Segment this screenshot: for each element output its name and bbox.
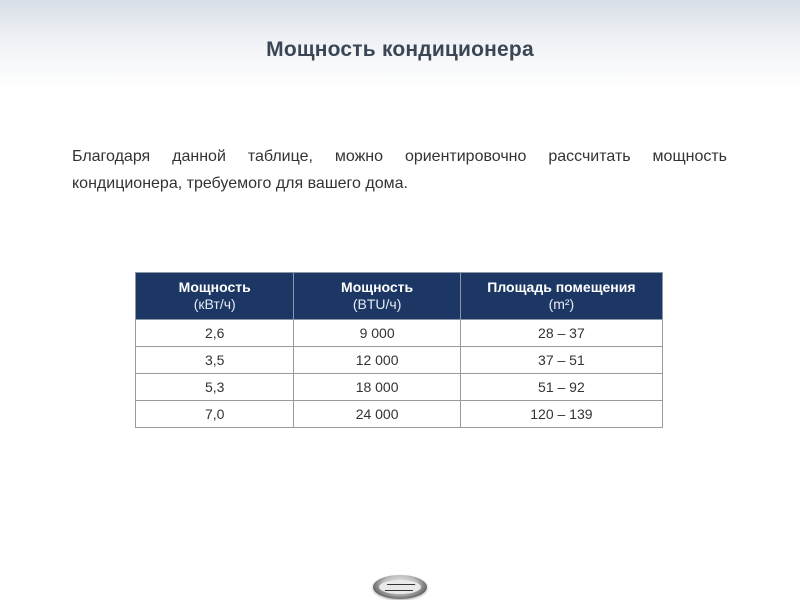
header-label: Мощность (178, 279, 251, 295)
cell-btu: 9 000 (294, 320, 460, 347)
header-unit: (кВт/ч) (193, 296, 236, 312)
cell-btu: 24 000 (294, 401, 460, 428)
cell-kw: 2,6 (136, 320, 294, 347)
header-unit: (m²) (548, 296, 575, 312)
cell-kw: 5,3 (136, 374, 294, 401)
slide-title: Мощность кондиционера (266, 38, 534, 61)
logo-mark (385, 584, 416, 591)
header-power-kw (136, 273, 294, 320)
header-label: Площадь помещения (487, 279, 636, 295)
cell-kw: 3,5 (136, 347, 294, 374)
whirlpool-logo-icon (373, 575, 427, 599)
cell-btu: 18 000 (294, 374, 460, 401)
cell-area: 120 – 139 (460, 401, 662, 428)
intro-paragraph: Благодаря данной таблице, можно ориентировочно рассчитать мощность кондиционера, требуемого для вашего дома. (72, 148, 727, 192)
cell-kw: 7,0 (136, 401, 294, 428)
cell-area: 51 – 92 (460, 374, 662, 401)
cell-btu: 12 000 (294, 347, 460, 374)
table-row (136, 401, 663, 428)
table-row (136, 347, 663, 374)
header-label: Мощность (341, 279, 414, 295)
logo-inner (379, 580, 421, 594)
header-unit: (BTU/ч) (352, 296, 402, 312)
header-power-btu (294, 273, 460, 320)
power-table (135, 272, 663, 428)
table-row (136, 320, 663, 347)
table-header-row (136, 273, 663, 320)
cell-area: 37 – 51 (460, 347, 662, 374)
cell-area: 28 – 37 (460, 320, 662, 347)
header-room-area (460, 273, 662, 320)
table-row (136, 374, 663, 401)
